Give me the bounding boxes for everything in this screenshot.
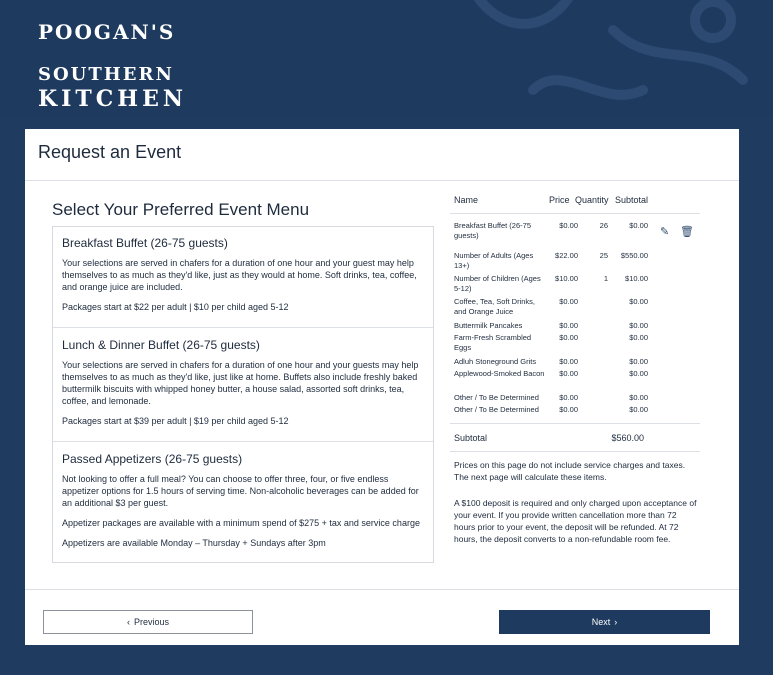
menu-option-breakfast[interactable] bbox=[62, 237, 424, 313]
site-header bbox=[0, 0, 773, 117]
deposit-note: A $100 deposit is required and only charged upon acceptance of your event. If you provide written cancellation more than 72 hours prior to your event, the deposit will be refunded. At 72 hours, the deposit converts to a non-refundable room fee. bbox=[454, 498, 697, 544]
brand-line-1: POOGAN'S bbox=[38, 20, 176, 44]
delete-icon[interactable]: 🗑 bbox=[680, 226, 694, 238]
divider bbox=[53, 441, 433, 442]
menu-option-appetizers[interactable] bbox=[62, 453, 424, 549]
subtotal-label: Subtotal bbox=[454, 433, 488, 443]
prices-note: Prices on this page do not include service charges and taxes. The next page will calculate these items. bbox=[454, 460, 686, 482]
option-note: Appetizers are available Monday – Thursday + Sundays after 3pm bbox=[62, 538, 326, 548]
col-quantity: Quantity bbox=[575, 195, 609, 205]
next-button[interactable] bbox=[499, 610, 710, 634]
brand-line-2: SOUTHERN bbox=[38, 64, 174, 85]
option-title: Lunch & Dinner Buffet (26-75 guests) bbox=[62, 338, 260, 352]
col-subtotal: Subtotal bbox=[615, 195, 649, 205]
previous-label: Previous bbox=[133, 617, 169, 627]
menu-title: Select Your Preferred Event Menu bbox=[52, 200, 310, 219]
option-note: Appetizer packages are available with a minimum spend of $275 + tax and service charge bbox=[62, 518, 420, 528]
brand-line-3: KITCHEN bbox=[38, 86, 187, 112]
next-label: Next bbox=[591, 617, 611, 627]
menu-option-lunch-dinner[interactable] bbox=[62, 339, 424, 427]
option-price: Packages start at $39 per adult | $19 per child aged 5-12 bbox=[62, 416, 289, 426]
option-title: Passed Appetizers (26-75 guests) bbox=[62, 452, 243, 466]
menu-options bbox=[52, 226, 434, 563]
option-price: Packages start at $22 per adult | $10 per child aged 5-12 bbox=[62, 302, 289, 312]
page-title: Request an Event bbox=[38, 142, 182, 162]
decorative-pattern bbox=[413, 0, 773, 117]
brand-logo[interactable] bbox=[38, 14, 187, 112]
subtotal-value: $560.00 bbox=[611, 433, 644, 443]
edit-icon[interactable]: ✎ bbox=[660, 226, 670, 238]
event-request-card: Request an Event Select Your Preferred Event Menu Breakfast Buffet (26-75 guests) Your selections are served in chafers for a duration of one hour and your guest may help themselves to as much as they'd like, just as they would at home. Soft drinks, tea, coffee, and orange juice are included. Packages start at $22 per adult | $10 per child aged 5-12 Lunch & Dinner Buffet (26-75 guests) Your selections are served in chafers for a duration of one hour and your guests may help themselves to as much as they'd like, just like at home. Buffets also include freshly baked buttermilk biscuits with whipped honey butter, a house salad, assorted soft drinks, tea, coffee, and lemonade. Packages start at $39 per adult | $19 per child aged 5-12 Passed Appetizers (26-75 guests) Not looking to offer a full meal? You can choose to offer three, four, or five endless appetizer options for 1.5 hours of serving time. Non-alcoholic beverages can be added for an additional $3 per guest. Appetizer packages are available with a minimum spend of $275 + tax and service charge Appetizers are available Monday – Thursday + Sundays after 3pm Name Price Quantity Subtotal Breakfast Buffet (26-75 guests) $0.00 26 $0.00 ✎ 🗑 Number of Adults (Ages 13+) $22.00 25 $550.00 Number of Children (Ages 5-12) $10.00 1 $10.00 Coffee, Tea, Soft Drinks, and Orange Juice $0.00 $0.00 Buttermilk Pancakes $0.00 $0.00 Farm-Fresh Scrambled Eggs $0.00 $0.00 Adluh Stoneground Grits $0.00 $0.00 Applewood-Smoked Bacon $0.00 $0.00 Other / To Be Determined $0.00 $0.00 Other / To Be Determined $0.00 $0.00 Subtotal $560.00 Prices on this page do not include service charges and taxes. The next page will calculate these items. A $100 deposit is required and only charged upon acceptance of your event. If you provide written cancellation more than 72 hours prior to your event, the deposit will be refunded. At 72 hours, the deposit converts to a non-refundable room fee. ‹ Previous Next › bbox=[25, 129, 739, 645]
divider bbox=[450, 423, 700, 424]
chevron-left-icon: ‹ bbox=[126, 617, 130, 627]
divider bbox=[25, 180, 739, 181]
option-title: Breakfast Buffet (26-75 guests) bbox=[62, 236, 228, 250]
col-price: Price bbox=[549, 195, 570, 205]
divider bbox=[450, 213, 700, 214]
divider bbox=[450, 451, 700, 452]
chevron-right-icon: › bbox=[614, 617, 618, 627]
option-description: Your selections are served in chafers for a duration of one hour and your guest may help themselves to as much as they'd like, just as they would at home. Soft drinks, tea, coffee, and orange juice are included. bbox=[62, 258, 417, 292]
divider bbox=[25, 589, 739, 590]
divider bbox=[53, 327, 433, 328]
option-description: Your selections are served in chafers for a duration of one hour and your guests may help themselves to as much as they'd like, just like at home. Buffets also include freshly baked buttermilk biscuits with whipped honey butter, a house salad, assorted soft drinks, tea, coffee, and lemonade. bbox=[62, 360, 419, 406]
previous-button[interactable] bbox=[43, 610, 253, 634]
option-description: Not looking to offer a full meal? You can choose to offer three, four, or five endless appetizer options for 1.5 hours of serving time. Non-alcoholic beverages can be added for an additional $3 per guest. bbox=[62, 474, 419, 508]
col-name: Name bbox=[454, 195, 479, 205]
